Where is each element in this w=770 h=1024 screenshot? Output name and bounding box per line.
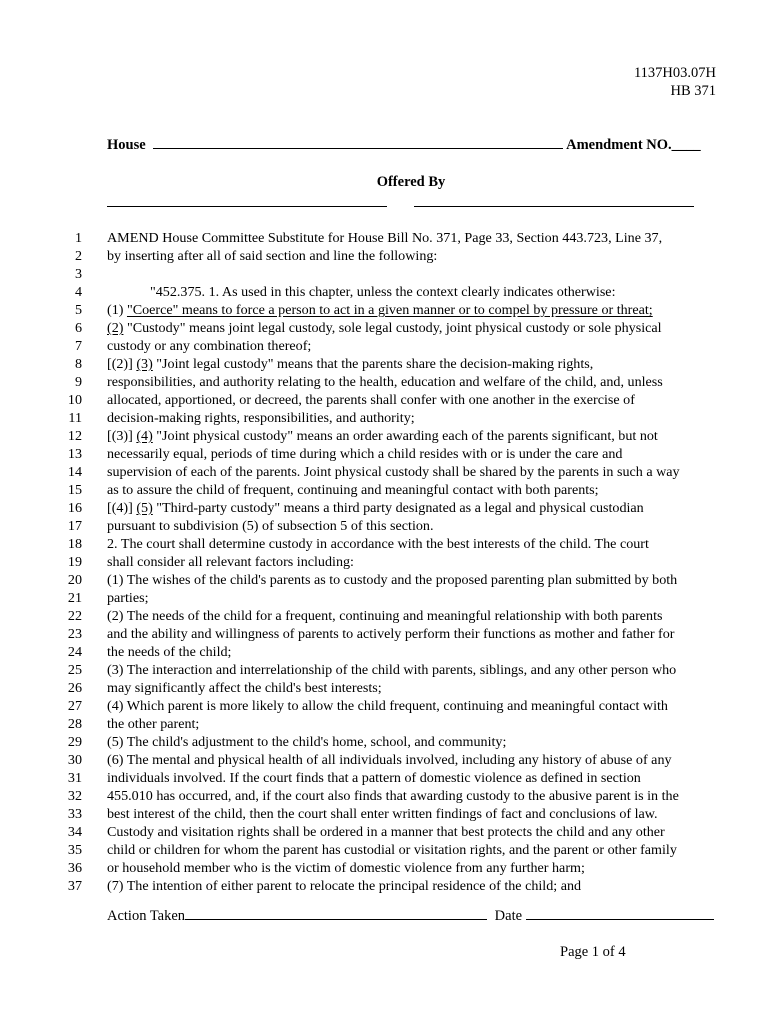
line-number: 11 [68,410,82,426]
line-text [107,841,677,859]
house-label: House [107,137,146,153]
line-text-segment: "452.375. 1. As used in this chapter, unless the context clearly indicates otherwise: [150,284,616,300]
document-line [0,715,770,733]
date-blank [526,907,714,920]
amendment-label: Amendment NO. [566,137,672,153]
line-text [107,877,581,895]
line-number: 26 [67,680,82,696]
document-line [0,697,770,715]
document-line [0,769,770,787]
date-label: Date [494,908,523,924]
line-text-segment: 2. The court shall determine custody in accordance with the best interests of the child. The court [107,536,649,552]
document-line [0,751,770,769]
line-text [107,337,311,355]
line-text [107,247,437,265]
line-number: 35 [67,842,82,858]
line-text [107,499,644,517]
line-number: 8 [74,356,82,372]
line-number: 1 [74,230,82,246]
line-number: 24 [67,644,82,660]
document-line [0,355,770,373]
line-text-segment: may significantly affect the child's best interests; [107,680,382,696]
line-text [150,283,615,301]
document-line [0,337,770,355]
amendment-text [0,229,770,895]
line-text [107,679,382,697]
document-line [0,319,770,337]
line-text-segment: (2) The needs of the child for a frequent, continuing and meaningful relationship with both parents [107,608,663,624]
line-text-segment: and the ability and willingness of parents to actively perform their functions as mother and father for [107,626,675,642]
line-text-segment: (1) The wishes of the child's parents as to custody and the proposed parenting plan submitted by both [107,572,678,588]
line-text-segment: decision-making rights, responsibilities, and authority; [107,410,415,426]
line-text-segment: shall consider all relevant factors including: [107,554,354,570]
line-text [107,355,593,373]
line-text [107,589,148,607]
line-text-segment: (5) The child's adjustment to the child's home, school, and community; [107,734,507,750]
line-number: 5 [74,302,82,318]
line-text-segment: "Custody" means joint legal custody, sole legal custody, joint physical custody or sole physical [123,320,662,336]
document-line [0,787,770,805]
line-text [107,535,649,553]
document-line [0,445,770,463]
line-number: 6 [74,320,82,336]
document-line [0,589,770,607]
line-text-segment: AMEND House Committee Substitute for House Bill No. 371, Page 33, Section 443.723, Line 37, [107,230,663,246]
line-number: 10 [67,392,82,408]
line-text-segment: parties; [107,590,149,606]
document-line [0,607,770,625]
line-number: 15 [67,482,82,498]
line-number: 31 [67,770,82,786]
line-text-segment: (4) Which parent is more likely to allow the child frequent, continuing and meaningful contact with [107,698,668,714]
line-number: 20 [67,572,82,588]
line-text-segment: [(3)] [107,428,137,444]
line-text-segment: (7) The intention of either parent to relocate the principal residence of the child; and [107,878,582,894]
document-line [0,535,770,553]
line-number: 21 [67,590,82,606]
document-line [0,409,770,427]
line-text [107,859,585,877]
action-taken-row [107,907,715,925]
document-line [0,553,770,571]
line-text [107,607,663,625]
line-text-segment: "Third-party custody" means a third party designated as a legal and physical custodian [152,500,644,516]
signature-line-right [414,206,694,207]
line-text-segment: [(2)] [107,356,137,372]
line-text [107,391,635,409]
line-text [107,319,662,337]
document-line [0,823,770,841]
line-text [107,643,231,661]
document-line [0,805,770,823]
line-text-segment: 455.010 has occurred, and, if the court also finds that awarding custody to the abusive parent is in the [107,788,679,804]
line-number: 30 [67,752,82,768]
line-text-segment: (1) [107,302,127,318]
line-text-segment: supervision of each of the parents. Joint physical custody shall be shared by the parents in such a way [107,464,680,480]
line-text-segment: or household member who is the victim of domestic violence from any further harm; [107,860,585,876]
document-line [0,679,770,697]
line-text-segment: Custody and visitation rights shall be ordered in a manner that best protects the child and any other [107,824,665,840]
document-line [0,643,770,661]
line-number: 19 [67,554,82,570]
document-line [0,391,770,409]
line-text-segment: as to assure the child of frequent, continuing and meaningful contact with both parents; [107,482,599,498]
inserted-text: (2) [107,320,124,336]
line-text-segment: allocated, apportioned, or decreed, the parents shall confer with one another in the exercise of [107,392,635,408]
line-text-segment: "Joint physical custody" means an order awarding each of the parents significant, but not [152,428,658,444]
line-text-segment: the other parent; [107,716,200,732]
document-id: 1137H03.07H [633,65,716,81]
line-text-segment: (3) The interaction and interrelationship of the child with parents, siblings, and any other person who [107,662,677,678]
line-text [107,751,672,769]
line-text [107,769,641,787]
document-line [0,373,770,391]
line-number: 36 [67,860,82,876]
line-text-segment: pursuant to subdivision (5) of subsection 5 of this section. [107,518,434,534]
line-text-segment: by inserting after all of said section and line the following: [107,248,438,264]
line-text [107,373,663,391]
line-text [107,715,199,733]
line-text [107,661,676,679]
line-text [107,571,677,589]
line-number: 13 [67,446,82,462]
line-text [107,517,433,535]
line-text [107,481,599,499]
line-text-segment: custody or any combination thereof; [107,338,312,354]
line-text-segment: necessarily equal, periods of time during which a child resides with or is under the care and [107,446,623,462]
signature-line-left [107,206,387,207]
house-amendment-line [107,136,715,154]
inserted-text: "Coerce" means to force a person to act in a given manner or to compel by pressure or threat; [126,302,653,318]
document-line [0,229,770,247]
document-line [0,499,770,517]
line-text [107,805,658,823]
line-number: 14 [67,464,82,480]
line-text [107,463,680,481]
line-text-segment: "Joint legal custody" means that the parents share the decision-making rights, [152,356,594,372]
action-taken-label: Action Taken [107,908,186,924]
line-text [107,697,668,715]
line-text [107,787,679,805]
amendment-number-blank: ____ [671,137,701,153]
line-text [107,625,675,643]
line-text [107,301,653,319]
line-text [107,409,415,427]
document-line [0,661,770,679]
line-text [107,427,658,445]
line-number: 17 [67,518,82,534]
document-header [634,64,716,100]
line-number: 16 [67,500,82,516]
line-number: 25 [67,662,82,678]
line-text [107,733,506,751]
inserted-text: (3) [136,356,153,372]
document-line [0,841,770,859]
line-text [107,229,662,247]
line-number: 23 [67,626,82,642]
offered-by-label: Offered By [376,174,446,190]
document-line [0,265,770,283]
document-line [0,625,770,643]
line-number: 33 [67,806,82,822]
document-line [0,733,770,751]
document-line [0,859,770,877]
document-line [0,301,770,319]
document-line [0,877,770,895]
line-number: 28 [67,716,82,732]
line-text-segment: child or children for whom the parent has custodial or visitation rights, and the parent or other family [107,842,677,858]
line-number: 34 [67,824,82,840]
line-number: 2 [74,248,82,264]
bill-number: HB 371 [670,83,716,99]
line-number: 32 [67,788,82,804]
line-text-segment: individuals involved. If the court finds that a pattern of domestic violence as defined in section [107,770,641,786]
line-number: 22 [67,608,82,624]
inserted-text: (5) [136,500,153,516]
line-number: 18 [67,536,82,552]
line-number: 4 [74,284,82,300]
line-text-segment: best interest of the child, then the court shall enter written findings of fact and conclusions of law. [107,806,658,822]
document-line [0,427,770,445]
inserted-text: (4) [136,428,153,444]
document-line [0,247,770,265]
line-number: 29 [67,734,82,750]
line-text [107,445,622,463]
document-line [0,571,770,589]
line-number: 37 [67,878,82,894]
line-number: 9 [74,374,82,390]
document-line [0,283,770,301]
line-text-segment: [(4)] [107,500,137,516]
line-number: 7 [74,338,82,354]
line-text [107,553,354,571]
house-blank-line [153,136,563,149]
line-number: 3 [74,266,82,282]
line-number: 27 [67,698,82,714]
line-number: 12 [67,428,82,444]
page-number: Page 1 of 4 [560,944,626,960]
line-text-segment: responsibilities, and authority relating to the health, education and welfare of the child, and, unless [107,374,663,390]
document-line [0,481,770,499]
line-text [107,823,665,841]
document-line [0,517,770,535]
line-text-segment: (6) The mental and physical health of all individuals involved, including any history of abuse of any [107,752,672,768]
line-text-segment: the needs of the child; [107,644,232,660]
action-taken-blank [185,907,487,920]
document-line [0,463,770,481]
